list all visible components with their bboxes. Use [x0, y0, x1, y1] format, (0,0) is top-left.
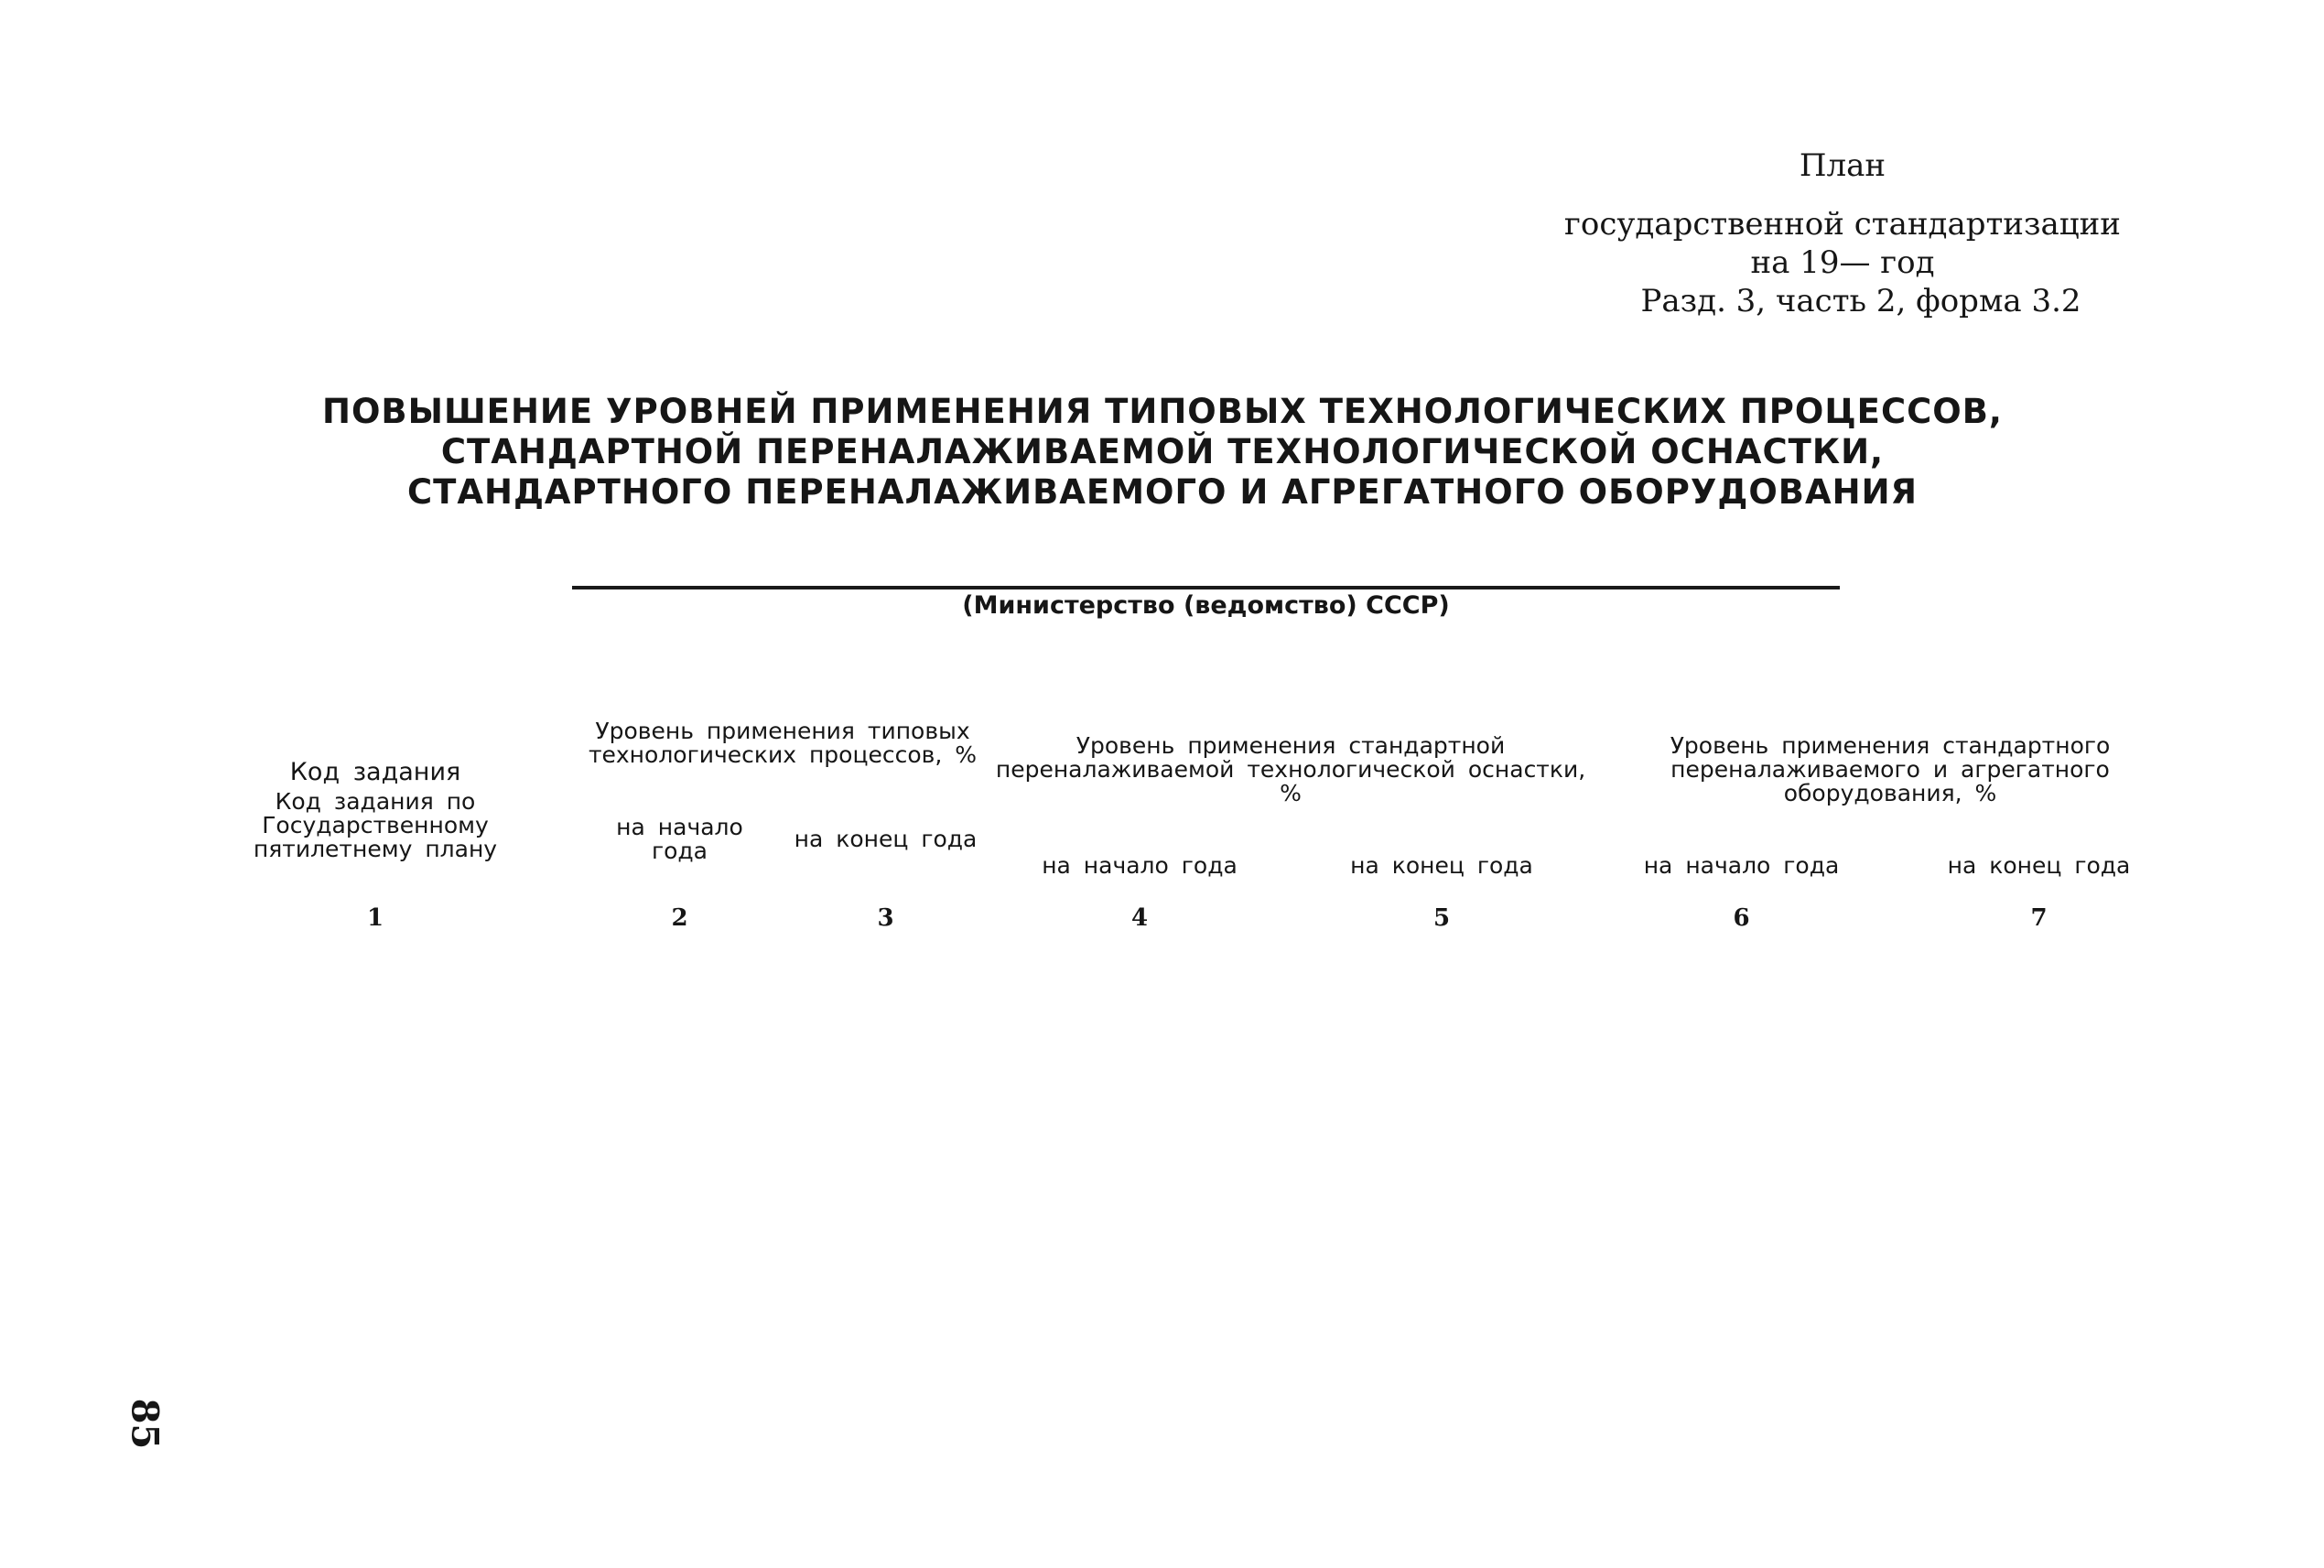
col-4-start-header: на начало года [1042, 852, 1238, 879]
group-equipment-header: Уровень применения стандартного переналаживаемого и агрегатного оборудования, % [1670, 732, 2111, 806]
plan-label: План [1799, 147, 1886, 184]
group-typical-processes-header: Уровень применения типовых технологических процессов, % [588, 718, 978, 768]
column-number-6: 6 [1733, 904, 1750, 932]
column-number-2: 2 [671, 904, 688, 932]
plan-line-form: Разд. 3, часть 2, форма 3.2 [1640, 283, 2081, 319]
col-6-start-header: на начало года [1643, 852, 1840, 879]
title-line-1: ПОВЫШЕНИЕ УРОВНЕЙ ПРИМЕНЕНИЯ ТИПОВЫХ ТЕХНОЛОГИЧЕСКИХ ПРОЦЕССОВ, [322, 392, 2003, 431]
group-tooling-header: Уровень применения стандартной переналаживаемой технологической оснастки, % [995, 732, 1586, 806]
column-number-5: 5 [1432, 904, 1451, 932]
col-five-year-plan-code-header: Код задания по Государственному пятилетнему плану [253, 788, 498, 862]
col-2-start-header: на начало года [616, 814, 743, 864]
plan-line-year: на 19— год [1750, 244, 1935, 281]
column-number-3: 3 [877, 904, 894, 932]
ministry-caption: (Министерство (ведомство) СССР) [962, 591, 1450, 620]
page-number: 85 [123, 1398, 167, 1450]
column-numbers-row [174, 892, 2188, 944]
title-line-2: СТАНДАРТНОЙ ПЕРЕНАЛАЖИВАЕМОЙ ТЕХНОЛОГИЧЕСКОЙ ОСНАСТКИ, [440, 432, 1885, 471]
ministry-fill-line [572, 586, 1840, 589]
form-table [174, 700, 2188, 944]
column-number-7: 7 [2030, 904, 2048, 932]
title-line-3: СТАНДАРТНОГО ПЕРЕНАЛАЖИВАЕМОГО И АГРЕГАТНОГО ОБОРУДОВАНИЯ [406, 472, 1919, 512]
column-number-1: 1 [366, 904, 384, 932]
document-title [275, 392, 2050, 513]
col-task-code-header: Код задания [289, 758, 461, 786]
plan-line-standardization: государственной стандартизации [1564, 206, 2121, 243]
plan-header [1559, 146, 2126, 320]
col-7-end-header: на конец года [1947, 852, 2131, 879]
col-5-end-header: на конец года [1350, 852, 1533, 879]
column-number-4: 4 [1130, 904, 1149, 932]
col-3-end-header: на конец года [794, 826, 978, 852]
